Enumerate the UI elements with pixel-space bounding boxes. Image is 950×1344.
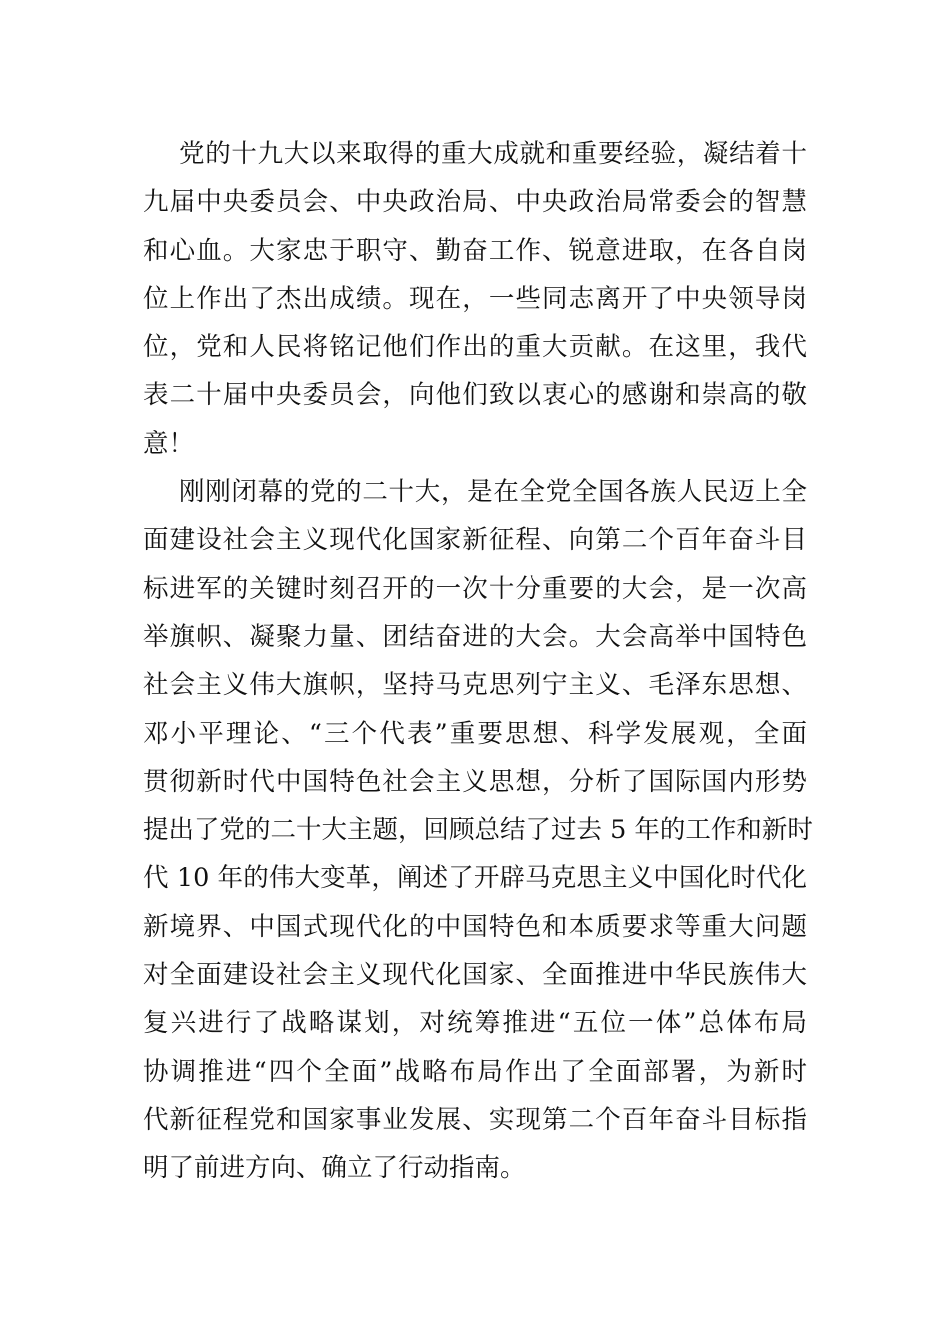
- paragraph-line: 标进军的关键时刻召开的一次十分重要的大会，是一次高: [143, 573, 807, 604]
- paragraph-line: 复兴进行了战略谋划，对统筹推进“五位一体”总体布局: [143, 1008, 807, 1039]
- paragraph: [143, 130, 807, 468]
- paragraph-line: 九届中央委员会、中央政治局、中央政治局常委会的智慧: [143, 187, 807, 218]
- paragraph-line: 社会主义伟大旗帜，坚持马克思列宁主义、毛泽东思想、: [143, 670, 807, 701]
- paragraph-line: 党的十九大以来取得的重大成就和重要经验，凝结着十: [179, 139, 807, 169]
- paragraph-line: 表二十届中央委员会，向他们致以衷心的感谢和崇高的敬: [143, 380, 807, 411]
- paragraph-line: 举旗帜、凝聚力量、团结奋进的大会。大会高举中国特色: [143, 621, 807, 652]
- paragraph-line: 邓小平理论、“三个代表”重要思想、科学发展观，全面: [143, 718, 807, 749]
- paragraph-line: 刚刚闭幕的党的二十大，是在全党全国各族人民迈上全: [179, 477, 807, 508]
- paragraph-line: 位，党和人民将铭记他们作出的重大贡献。在这里，我代: [143, 332, 807, 363]
- paragraph-line: 新境界、中国式现代化的中国特色和本质要求等重大问题: [143, 911, 807, 942]
- paragraph-line: 意！: [143, 428, 195, 459]
- paragraph-line: 面建设社会主义现代化国家新征程、向第二个百年奋斗目: [143, 525, 807, 556]
- paragraph-line: 对全面建设社会主义现代化国家、全面推进中华民族伟大: [143, 960, 807, 991]
- paragraph-line: 位上作出了杰出成绩。现在，一些同志离开了中央领导岗: [143, 283, 807, 314]
- document-body: [143, 130, 813, 1193]
- paragraph-line: 协调推进“四个全面”战略布局作出了全面部署，为新时: [143, 1056, 807, 1087]
- paragraph-line: 代新征程党和国家事业发展、实现第二个百年奋斗目标指: [143, 1104, 807, 1135]
- paragraph-line: 明了前进方向、确立了行动指南。: [143, 1153, 526, 1184]
- paragraph-line: 提出了党的二十大主题，回顾总结了过去 5 年的工作和新时: [143, 815, 813, 846]
- paragraph-line: 代 10 年的伟大变革，阐述了开辟马克思主义中国化时代化: [143, 863, 807, 894]
- paragraph-line: 和心血。大家忠于职守、勤奋工作、锐意进取，在各自岗: [143, 235, 807, 266]
- paragraph-line: 贯彻新时代中国特色社会主义思想，分析了国际国内形势: [143, 766, 807, 797]
- paragraph: [143, 468, 813, 1192]
